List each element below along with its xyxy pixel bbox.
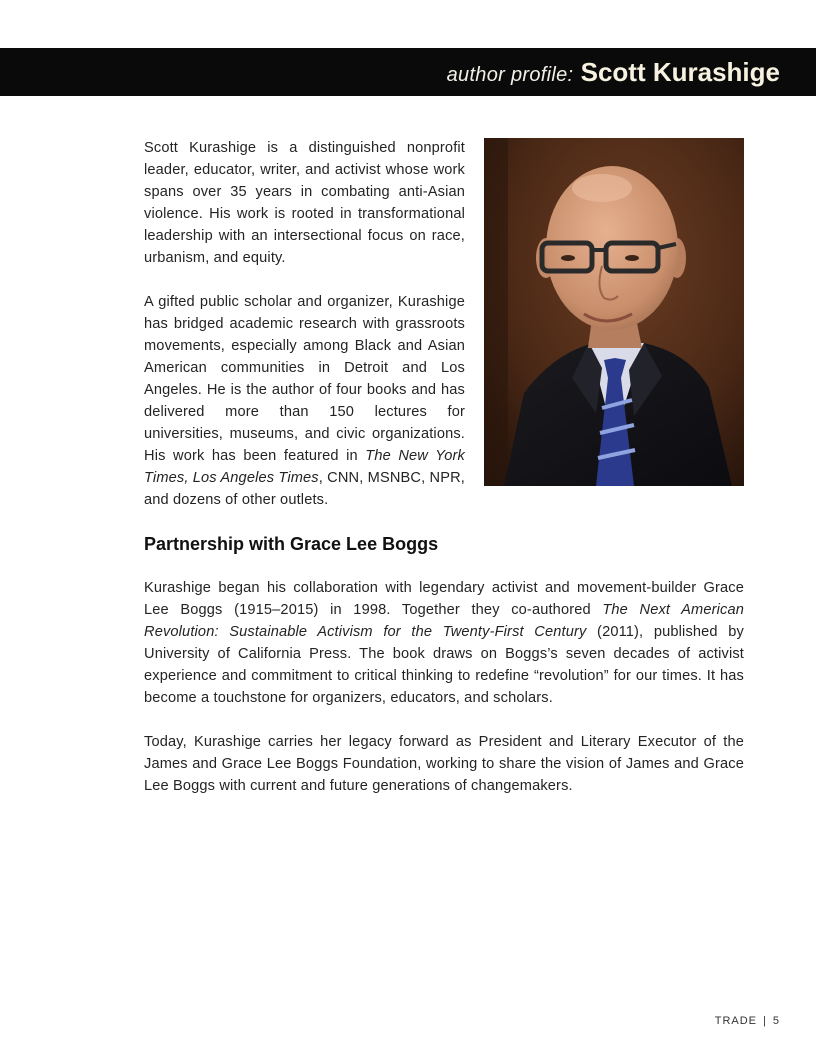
publication-names: The New York Times, Los Angeles Times [144, 448, 465, 486]
book-title: The Next American Revolution: Sustainable Activism for the Twenty-First Century [144, 602, 744, 640]
intro-paragraph-2-text: A gifted public scholar and organizer, Kurashige has bridged academic research with grassroots movements, especially among Black and Asian American communities in Detroit and Los Angeles. He is the author of four books and has delivered more than 150 lectures for universities, museums, and civic organizations. His work has been featured in [144, 294, 465, 464]
section-body [144, 577, 744, 797]
title-author-name: Scott Kurashige [580, 57, 780, 87]
portrait-illustration [484, 138, 744, 486]
intro-paragraph-2-text-end: , CNN, MSNBC, NPR, and dozens of other outlets. [144, 470, 465, 508]
intro-column [144, 137, 465, 511]
section-heading: Partnership with Grace Lee Boggs [144, 534, 439, 554]
intro-paragraph-2 [144, 291, 465, 511]
page-number: 5 [772, 1015, 780, 1027]
footer-label: TRADE [714, 1015, 758, 1027]
intro-paragraph-1: Scott Kurashige is a distinguished nonprofit leader, educator, writer, and activist whose work spans over 35 years in combating anti-Asian violence. His work is rooted in transformational leadership with an intersectional focus on race, urbanism, and equity. [144, 140, 465, 266]
author-portrait-photo [484, 138, 744, 486]
page-footer [715, 1015, 780, 1027]
footer-separator: | [763, 1015, 767, 1027]
page-title [447, 58, 780, 89]
section-paragraph-1-text: Kurashige began his collaboration with legendary activist and movement-builder Grace Lee Boggs (1915–2015) in 1998. Together they co-authored [144, 580, 744, 618]
section-paragraph-2: Today, Kurashige carries her legacy forward as President and Literary Executor of the James and Grace Lee Boggs Foundation, working to share the vision of James and Grace Lee Boggs with current and future generations of changemakers. [144, 734, 744, 794]
header-bar [0, 48, 816, 96]
title-prefix: author profile: [446, 64, 574, 86]
section-paragraph-1-text-end: (2011), published by University of California Press. The book draws on Boggs’s seven decades of activist experience and commitment to critical thinking to redefine “revolution” for our times. It has become a touchstone for organizers, educators, and scholars. [144, 624, 744, 706]
section-paragraph-1 [144, 577, 744, 709]
